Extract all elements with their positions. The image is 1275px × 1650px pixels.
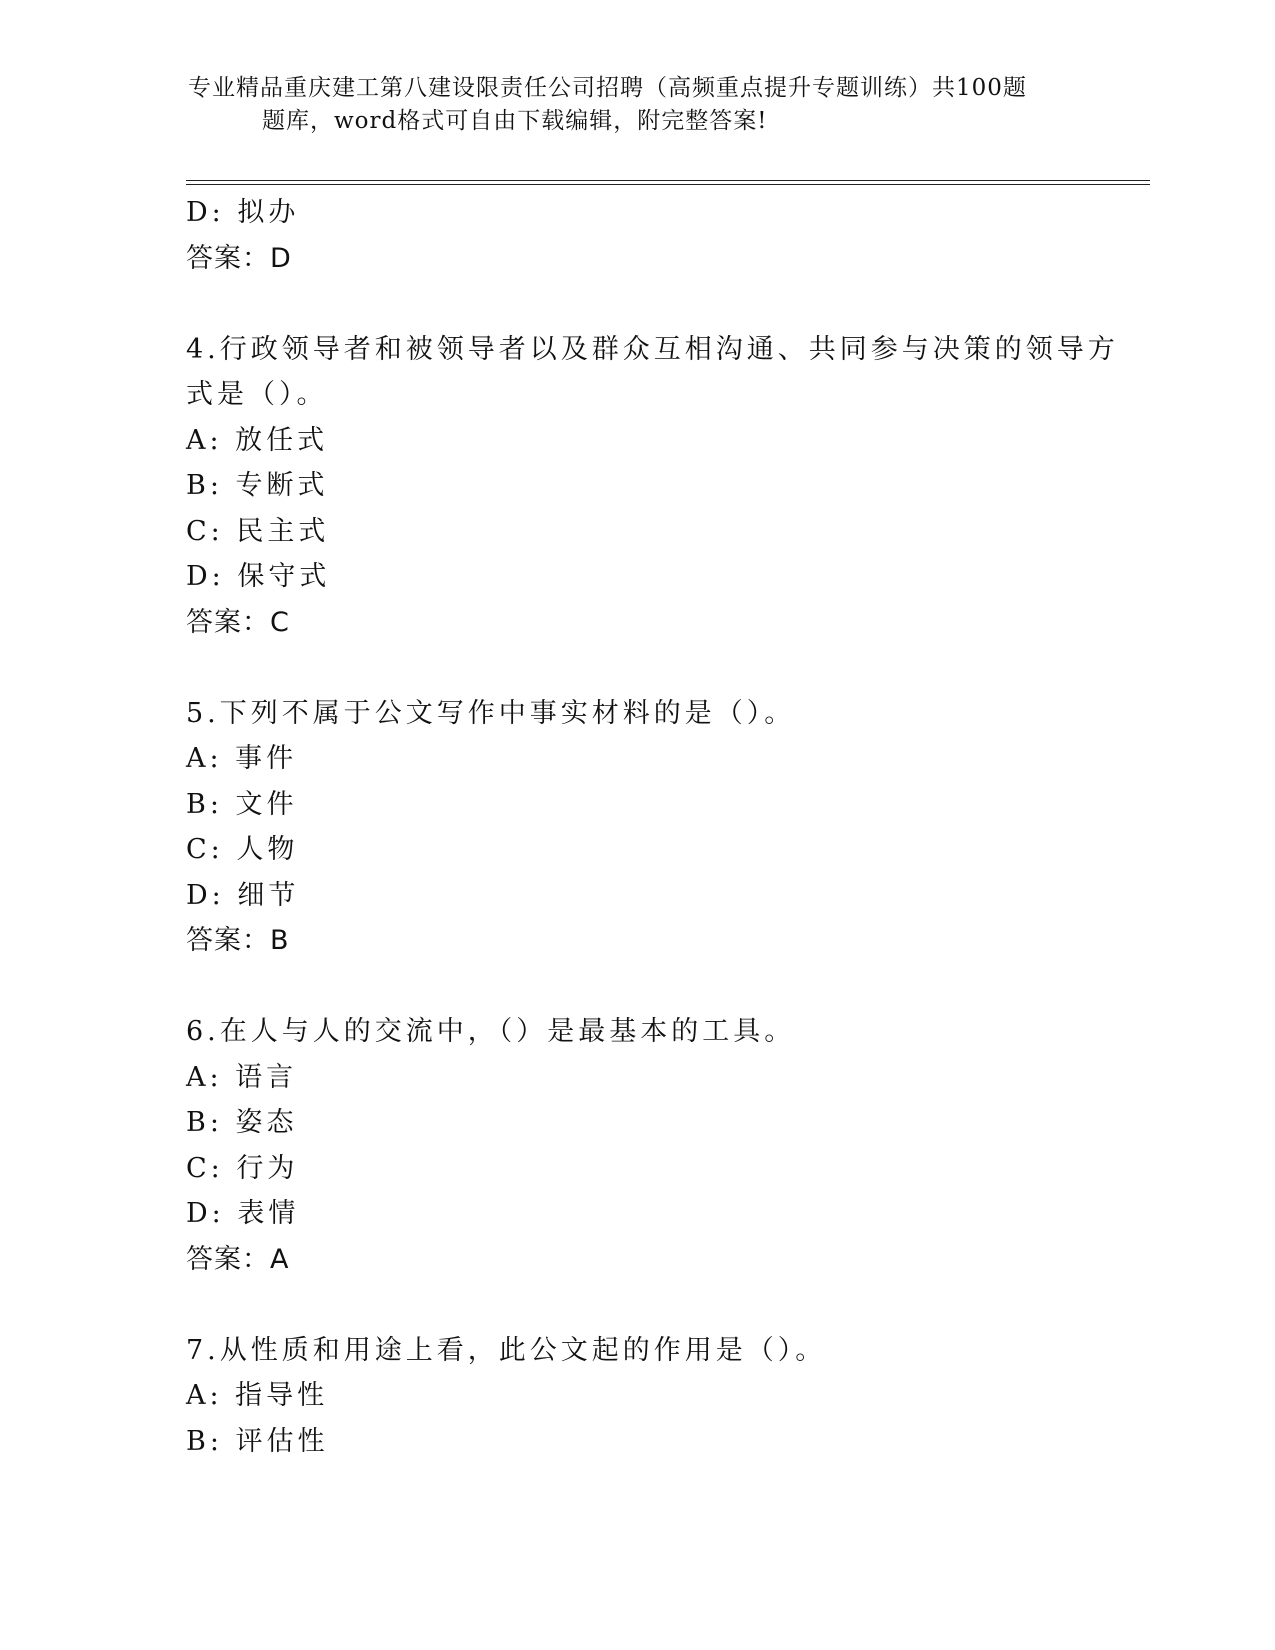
option-a: A: 放任式: [186, 424, 329, 456]
spacer: [186, 1282, 1086, 1328]
question-stem: 6.在人与人的交流中，（）是最基本的工具。: [186, 1016, 796, 1047]
question-4: [186, 327, 1119, 646]
question-stem-continued: 式是（）。: [186, 379, 328, 410]
option-b: B: 专断式: [186, 470, 329, 501]
document-body: [186, 190, 1119, 1464]
option-d: D: 表情: [186, 1198, 300, 1229]
spacer: [186, 964, 1086, 1010]
option-d: D: 保守式: [186, 561, 331, 592]
question-6: [186, 1009, 1086, 1282]
option-b: B: 评估性: [186, 1425, 329, 1457]
answer-line: 答案：B: [186, 925, 290, 956]
option-b: B: 文件: [186, 788, 298, 820]
question-stem: 4.行政领导者和被领导者以及群众互相沟通、共同参与决策的领导方: [186, 333, 1119, 365]
header-divider-bottom: [186, 184, 1150, 185]
header-divider-top: [186, 180, 1150, 181]
question-stem: 5.下列不属于公文写作中事实材料的是（）。: [186, 697, 796, 729]
question-5: [186, 691, 1086, 964]
option-a: A: 指导性: [186, 1380, 329, 1411]
option-a: A: 事件: [186, 743, 298, 774]
option-c: C: 民主式: [186, 515, 330, 547]
header-title-line2: 题库，word格式可自由下载编辑，附完整答案!: [262, 108, 768, 134]
answer-line: 答案：D: [186, 242, 292, 274]
spacer: [186, 281, 1086, 327]
option-c: C: 人物: [186, 834, 299, 865]
document-header: [188, 72, 1068, 138]
option-c: C: 行为: [186, 1152, 299, 1184]
spacer: [186, 645, 1086, 691]
option-a: A: 语言: [186, 1061, 298, 1093]
header-title-line1: 专业精品重庆建工第八建设限责任公司招聘（高频重点提升专题训练）共100题: [188, 75, 1027, 101]
option-b: B: 姿态: [186, 1107, 298, 1138]
answer-line: 答案：A: [186, 1243, 290, 1275]
answer-line: 答案：C: [186, 606, 290, 638]
option-d: D: 拟办: [186, 197, 300, 228]
question-7: [186, 1328, 1086, 1465]
question-stem: 7.从性质和用途上看，此公文起的作用是（）。: [186, 1334, 827, 1366]
option-d: D: 细节: [186, 879, 300, 911]
